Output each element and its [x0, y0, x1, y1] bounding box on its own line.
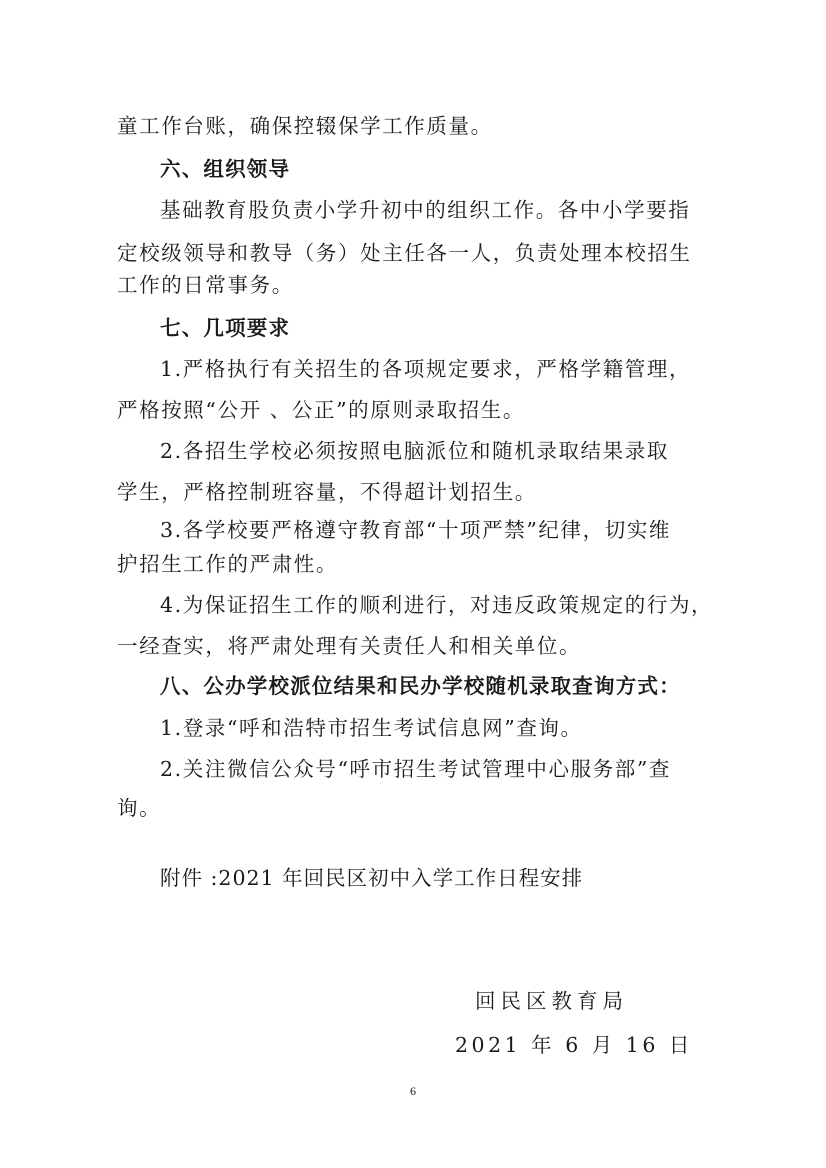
signature-date: 2021 年 6 月 16 日 — [455, 1033, 693, 1057]
attachment-note: 附件 :2021 年回民区初中入学工作日程安排 — [160, 866, 584, 890]
paragraph-line: 1.登录“呼和浩特市招生考试信息网”查询。 — [160, 716, 583, 740]
paragraph-line: 学生，严格控制班容量，不得超计划招生。 — [117, 480, 537, 504]
section-heading-8: 八、公办学校派位结果和民办学校随机录取查询方式： — [160, 674, 681, 698]
page-number: 6 — [410, 1084, 416, 1098]
paragraph-line: 1.严格执行有关招生的各项规定要求，严格学籍管理， — [160, 357, 692, 381]
paragraph-line: 4.为保证招生工作的顺利进行，对违反政策规定的行为， — [160, 593, 714, 617]
paragraph-line: 童工作台账，确保控辍保学工作质量。 — [117, 114, 493, 138]
paragraph-line: 2.各招生学校必须按照电脑派位和随机录取结果录取 — [160, 439, 669, 463]
paragraph-line: 2.关注微信公众号“呼市招生考试管理中心服务部”查 — [160, 757, 672, 781]
paragraph-line: 定校级领导和教导（务）处主任各一人，负责处理本校招生 — [117, 241, 692, 265]
paragraph-line: 严格按照“公开 、公正”的原则录取招生。 — [117, 398, 525, 422]
paragraph-line: 3.各学校要严格遵守教育部“十项严禁”纪律，切实维 — [160, 518, 672, 542]
paragraph-line: 询。 — [117, 796, 162, 820]
paragraph-line: 护招生工作的严肃性。 — [117, 552, 338, 576]
section-heading-7: 七、几项要求 — [160, 316, 291, 340]
section-heading-6: 六、组织领导 — [160, 157, 291, 181]
paragraph-line: 基础教育股负责小学升初中的组织工作。各中小学要指 — [160, 198, 691, 222]
paragraph-line: 一经查实，将严肃处理有关责任人和相关单位。 — [117, 634, 582, 658]
paragraph-line: 工作的日常事务。 — [117, 273, 294, 297]
signature-org: 回民区教育局 — [475, 989, 628, 1013]
